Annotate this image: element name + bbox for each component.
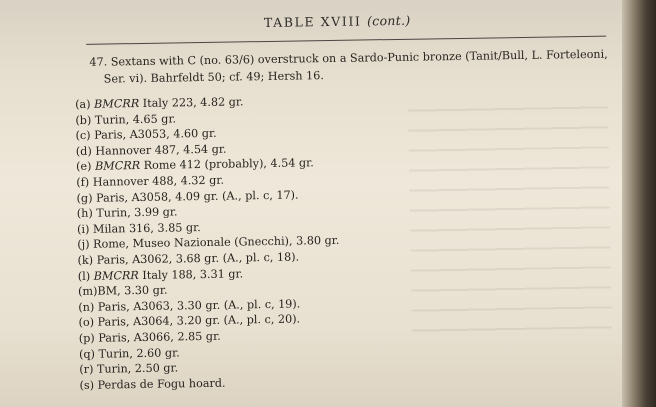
specimen-detail: Rome 412 (probably), 4.54 gr. bbox=[140, 156, 314, 173]
specimen-catalogue: BMCRR bbox=[93, 268, 139, 283]
specimen-label: (r) bbox=[79, 362, 94, 377]
specimen-label: (h) bbox=[76, 206, 93, 221]
specimen-detail: Turin, 2.60 gr. bbox=[98, 345, 180, 361]
continued-label: (cont.) bbox=[366, 12, 411, 29]
specimen-detail: Hannover 487, 4.54 gr. bbox=[95, 142, 227, 158]
specimen-detail: Turin, 4.65 gr. bbox=[94, 112, 177, 127]
specimen-label: (j) bbox=[77, 238, 90, 252]
specimen-label: (n) bbox=[78, 300, 95, 314]
specimen-label: (i) bbox=[76, 222, 90, 236]
specimen-label: (p) bbox=[78, 331, 95, 345]
specimen-label: (f) bbox=[76, 175, 90, 189]
specimen-detail: Rome, Museo Nazionale (Gnecchi), 3.80 gr. bbox=[93, 234, 340, 252]
specimen-detail: Hannover 488, 4.32 gr. bbox=[92, 173, 225, 189]
specimen-detail: Italy 223, 4.82 gr. bbox=[139, 95, 244, 111]
specimen-label: (c) bbox=[75, 128, 91, 143]
specimen-label: (k) bbox=[77, 253, 94, 267]
header-rule bbox=[86, 36, 606, 45]
specimen-detail: Turin, 3.99 gr. bbox=[96, 205, 178, 220]
entry-47-line-2: Ser. vi). Bahrfeldt 50; cf. 49; Hersh 16. bbox=[103, 69, 324, 86]
entry-47-line-1: 47. Sextans with C (no. 63/6) overstruck on a Sardo-Punic bronze (Tanit/Bull, L. Forteleoni, bbox=[89, 47, 608, 69]
specimen-detail: Paris, A3053, 4.60 gr. bbox=[94, 126, 217, 142]
specimen-label: (q) bbox=[78, 347, 96, 361]
specimen-label: (l) bbox=[77, 269, 91, 283]
specimen-label: (g) bbox=[76, 191, 93, 205]
book-edge bbox=[622, 0, 656, 407]
specimen-label: (a) bbox=[75, 97, 91, 112]
entry-47-description bbox=[89, 46, 614, 89]
specimen-detail: Paris, A3063, 3.30 gr. (A., pl. c, 19). bbox=[97, 297, 301, 314]
specimen-detail: Paris, A3058, 4.09 gr. (A., pl. c, 17). bbox=[95, 188, 299, 205]
specimen-detail: Milan 316, 3.85 gr. bbox=[92, 220, 201, 236]
specimen-detail: Turin, 2.50 gr. bbox=[96, 361, 179, 376]
specimen-detail: Italy 188, 3.31 gr. bbox=[138, 266, 244, 282]
specimen-detail: Perdas de Fogu hoard. bbox=[97, 376, 226, 392]
specimen-detail: Paris, A3066, 2.85 gr. bbox=[98, 329, 221, 345]
specimen-catalogue: BMCRR bbox=[94, 97, 140, 111]
specimen-catalogue: BMCRR bbox=[94, 159, 141, 174]
specimen-detail: Paris, A3062, 3.68 gr. (A., pl. c, 18). bbox=[96, 250, 300, 267]
specimen-detail: Paris, A3064, 3.20 gr. (A., pl. c, 20). bbox=[97, 312, 301, 329]
specimen-list bbox=[75, 89, 600, 393]
table-header bbox=[264, 13, 411, 30]
specimen-label: (s) bbox=[79, 378, 95, 392]
specimen-detail: BM, 3.30 gr. bbox=[97, 283, 168, 298]
specimen-label: (m) bbox=[77, 284, 98, 299]
specimen-label: (o) bbox=[78, 316, 95, 330]
table-title: TABLE XVIII bbox=[263, 13, 362, 31]
specimen-label: (e) bbox=[76, 160, 92, 174]
specimen-label: (d) bbox=[75, 144, 92, 158]
specimen-label: (b) bbox=[75, 113, 92, 127]
